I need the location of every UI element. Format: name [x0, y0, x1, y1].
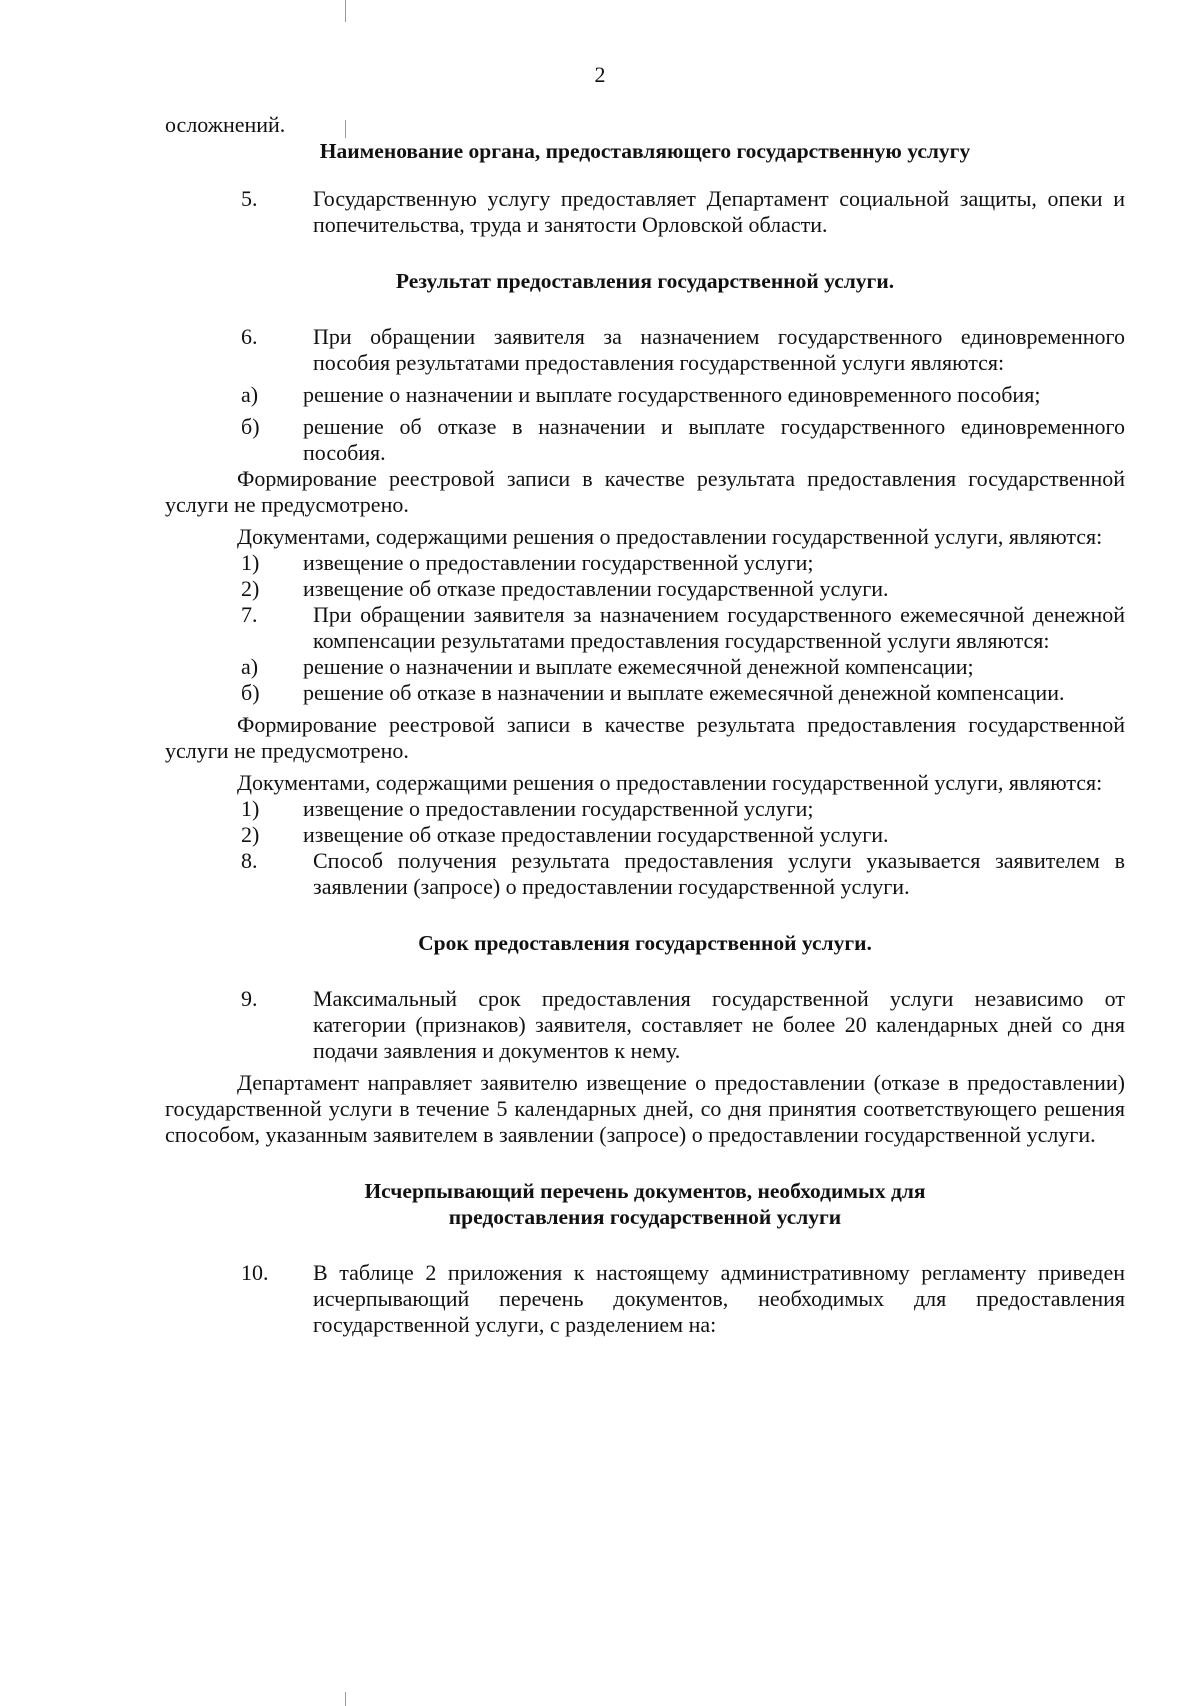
paragraph-text: При обращении заявителя за назначением государственного единовременного пособия результатами предоставления государственной услуги являются: — [313, 324, 1125, 375]
list-text: извещение о предоставлении государственной услуги; — [303, 550, 814, 575]
heading-line: Исчерпывающий перечень документов, необходимых для — [364, 1179, 926, 1203]
list-marker: б) — [241, 414, 260, 439]
paragraph-number: 7. — [241, 602, 258, 627]
list-text: решение о назначении и выплате государственного единовременного пособия; — [303, 382, 1041, 407]
paragraph-text: При обращении заявителя за назначением государственного ежемесячной денежной компенсации результатами предоставления государственной услуги являются: — [313, 602, 1125, 653]
list-text: решение об отказе в назначении и выплате ежемесячной денежной компенсации. — [303, 680, 1065, 705]
paragraph-10 — [165, 1260, 1125, 1338]
list-marker: а) — [241, 654, 259, 679]
paragraph-text: Государственную услугу предоставляет Департамент социальной защиты, опеки и попечительства, труда и занятости Орловской области. — [313, 186, 1125, 237]
list-text: решение об отказе в назначении и выплате государственного единовременного пособия. — [303, 414, 1125, 465]
list-item — [165, 382, 1125, 408]
paragraph-number: 10. — [241, 1260, 269, 1285]
list-marker: а) — [241, 382, 259, 407]
page-number: 2 — [594, 62, 606, 87]
paragraph-5 — [165, 186, 1125, 238]
list-item — [165, 550, 1125, 576]
list-item — [165, 654, 1125, 680]
scan-artifact-line — [345, 1692, 346, 1706]
paragraph-text: В таблице 2 приложения к настоящему административному регламенту приведен исчерпывающий перечень документов, необходимых для предоставления государственной услуги, с разделением на: — [313, 1260, 1125, 1337]
documents-note: Документами, содержащими решения о предоставлении государственной услуги, являются: — [237, 524, 1103, 549]
heading-line: предоставления государственной услуги — [448, 1205, 842, 1229]
list-text: извещение об отказе предоставлении государственной услуги. — [303, 822, 889, 847]
documents-note: Документами, содержащими решения о предоставлении государственной услуги, являются: — [237, 770, 1103, 795]
section-heading: Результат предоставления государственной услуги. — [395, 269, 895, 293]
section-heading — [165, 1178, 1125, 1230]
list-marker: 1) — [241, 796, 260, 821]
list-marker: 2) — [241, 822, 260, 847]
paragraph-text: Максимальный срок предоставления государственной услуги независимо от категории (признаков) заявителя, составляет не более 20 календарных дней со дня подачи заявления и документов к нему. — [313, 986, 1125, 1063]
list-text: извещение о предоставлении государственной услуги; — [303, 796, 814, 821]
registry-note: Формирование реестровой записи в качестве результата предоставления государственной услуги не предусмотрено. — [165, 466, 1125, 517]
paragraph-number: 5. — [241, 186, 258, 211]
paragraph-number: 9. — [241, 986, 258, 1011]
list-marker: 2) — [241, 576, 260, 601]
paragraph-9 — [165, 986, 1125, 1064]
list-item — [165, 414, 1125, 466]
list-item — [165, 796, 1125, 822]
list-item — [165, 822, 1125, 848]
document-body — [165, 112, 1125, 1338]
paragraph-6 — [165, 324, 1125, 376]
list-text: решение о назначении и выплате ежемесячной денежной компенсации; — [303, 654, 974, 679]
list-text: извещение об отказе предоставлении государственной услуги. — [303, 576, 889, 601]
list-item — [165, 680, 1125, 706]
list-marker: б) — [241, 680, 260, 705]
scan-artifact-line — [345, 0, 346, 22]
section-heading: Наименование органа, предоставляющего государственную услугу — [319, 139, 971, 163]
paragraph-8 — [165, 848, 1125, 900]
registry-note: Формирование реестровой записи в качестве результата предоставления государственной услуги не предусмотрено. — [165, 712, 1125, 763]
list-item — [165, 576, 1125, 602]
paragraph-7 — [165, 602, 1125, 654]
lead-text: осложнений. — [165, 112, 286, 137]
paragraph-number: 8. — [241, 848, 258, 873]
section-heading: Срок предоставления государственной услуги. — [418, 931, 872, 955]
list-marker: 1) — [241, 550, 260, 575]
paragraph-text: Способ получения результата предоставления услуги указывается заявителем в заявлении (запросе) о предоставлении государственной услуги. — [313, 848, 1125, 899]
paragraph-number: 6. — [241, 324, 258, 349]
department-note: Департамент направляет заявителю извещение о предоставлении (отказе в предоставлении) государственной услуги в течение 5 календарных дней, со дня принятия соответствующего решения способом, указанным заявителем в заявлении (запросе) о предоставлении государственной услуги. — [165, 1070, 1125, 1147]
